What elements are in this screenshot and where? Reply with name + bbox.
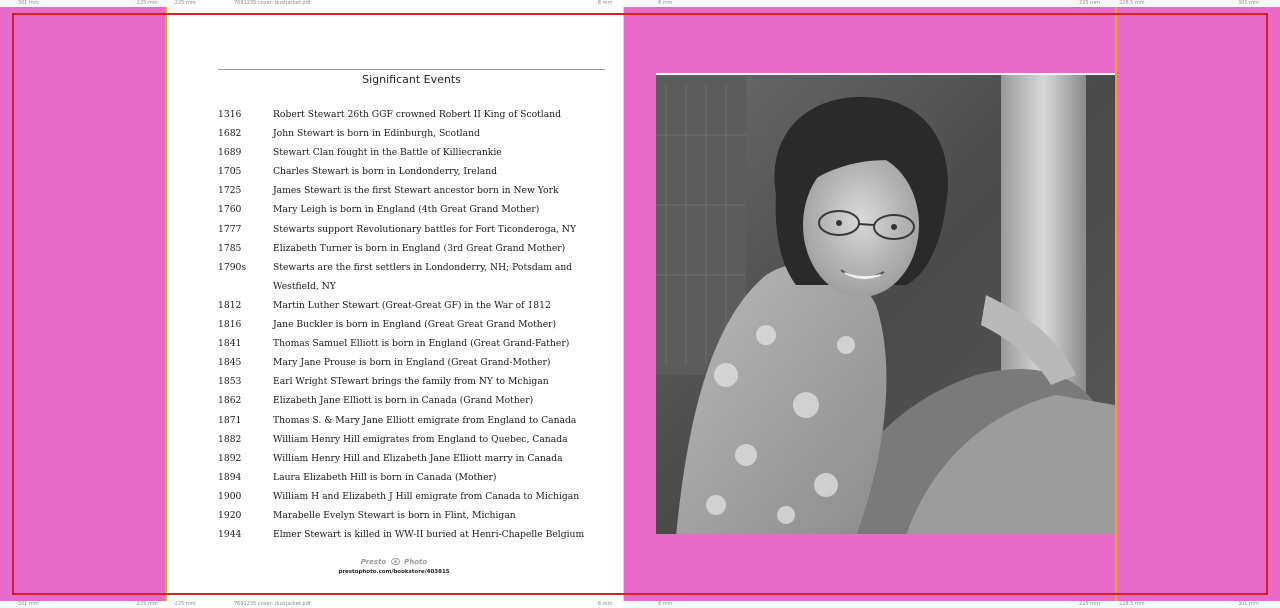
event-year: 1845 [218,357,242,369]
event-row [218,430,605,449]
brand-name-right: Photo [404,558,428,566]
event-row [218,277,605,296]
event-row [218,296,605,315]
event-year: 1882 [218,433,242,445]
event-row [218,334,605,353]
ruler-label: 225 mm [1079,601,1100,607]
bleed-right [1268,7,1280,601]
event-year: 1892 [218,452,242,464]
event-text: James Stewart is the first Stewart ancestor born in New York [273,185,559,197]
event-row [218,449,605,468]
event-text: Robert Stewart 26th GGF crowned Robert II King of Scotland [273,109,562,120]
event-row [218,258,605,277]
event-row [218,239,605,258]
ruler-label: 301 mm [1238,601,1259,607]
portrait-photo-icon [656,75,1115,534]
title-rule [218,69,605,70]
fold-line-right [1115,7,1117,601]
event-row [218,506,605,525]
brand-footer [165,558,623,575]
event-year: 1841 [218,338,242,350]
event-text: Martin Luther Stewart (Great-Great GF) in the War of 1812 [273,299,551,311]
event-year: 1900 [218,490,242,502]
event-year: 1682 [218,128,242,140]
event-year: 1862 [218,395,242,407]
event-row [218,315,605,334]
event-text: Stewarts are the first settlers in Londonderry, NH; Potsdam and [273,261,573,273]
event-year: 1725 [218,185,242,197]
event-row [218,372,605,391]
event-row [218,411,605,430]
dustjacket-sheet [0,7,1280,601]
event-year: 1816 [218,319,242,331]
event-text: Thomas S. & Mary Jane Elliott emigrate from England to Canada [273,414,577,426]
event-row [218,468,605,487]
event-row [218,487,605,506]
event-year: 1944 [218,529,242,541]
events-title: Significant Events [362,73,461,86]
left-flap [12,13,165,595]
ruler-label: -225 mm [173,0,196,6]
ruler-label: 228.5 mm [1119,601,1145,607]
event-year: 1894 [218,471,242,483]
event-text: William Henry Hill emigrates from England to Quebec, Canada [273,433,568,445]
event-text: Mary Leigh is born in England (4th Great Grand Mother) [273,204,540,216]
event-text: Thomas Samuel Elliott is born in England (Great Grand-Father) [273,338,570,350]
brand-url: prestophoto.com/bookstore/403815 [338,569,450,575]
event-row [218,220,605,239]
event-text: John Stewart is born in Edinburgh, Scotland [273,128,480,140]
event-text: Jane Buckler is born in England (Great Great Grand Mother) [273,319,557,331]
event-text: Earl Wright STewart brings the family from NY to Mchigan [273,376,549,388]
ruler-label: -225 mm [173,601,196,607]
fold-line-left [165,7,167,601]
event-text: Mary Jane Prouse is born in England (Great Grand-Mother) [273,357,551,369]
event-list [218,105,605,544]
event-year: 1785 [218,242,242,254]
bleed-left [0,7,12,601]
ruler-label: -301 mm [16,0,39,6]
event-row [218,124,605,143]
portrait-photo [656,73,1115,534]
ruler-label: -301 mm [16,601,39,607]
ruler-label: 228.5 mm [1119,0,1145,6]
event-text: Marabelle Evelyn Stewart is born in Flint, Michigan [273,509,516,521]
event-year: 1777 [218,223,242,235]
bottom-ruler [0,601,1280,608]
event-year: 1871 [218,414,242,426]
event-text: Stewarts support Revolutionary battles for Fort Ticonderoga, NY [273,223,577,235]
event-row [218,181,605,200]
event-year: 1812 [218,299,242,311]
event-text: William H and Elizabeth J Hill emigrate from Canada to Michigan [273,490,580,502]
event-text: William Henry Hill and Elizabeth Jane Elliott marry in Canada [273,452,563,464]
ruler-label: 301 mm [1238,0,1259,6]
presto-logo-icon [391,558,400,565]
event-row [218,105,605,124]
ruler-label: -225 mm [135,601,158,607]
brand-name-left: Presto [360,558,387,566]
ruler-filename: 7691235 cover: dustjacket.pdf [234,601,311,607]
event-year: 1316 [218,109,242,120]
significant-events [218,69,605,544]
event-text: Elizabeth Jane Elliott is born in Canada (Grand Mother) [273,395,534,407]
ruler-label: -8 mm [596,0,613,6]
ruler-filename: 7691235 cover: dustjacket.pdf [234,0,311,6]
event-year [218,277,273,296]
event-row [218,200,605,219]
event-row [218,391,605,410]
event-text: Stewart Clan fought in the Battle of Killiecrankie [273,147,502,159]
ruler-label: -8 mm [596,601,613,607]
ruler-label: 8 mm [658,0,673,6]
event-text: Elmer Stewart is killed in WW-II buried at Henri-Chapelle Belgium [273,529,585,541]
ruler-label: -225 mm [135,0,158,6]
event-year: 1853 [218,376,242,388]
event-year: 1689 [218,147,242,159]
event-text: Westfield, NY [273,280,336,292]
brand-name [165,558,623,566]
ruler-label: 225 mm [1079,0,1100,6]
spine-line [623,7,624,601]
event-year: 1760 [218,204,242,216]
event-row [218,162,605,181]
event-text: Elizabeth Turner is born in England (3rd Great Grand Mother) [273,242,566,254]
event-year: 1920 [218,509,242,521]
event-text: Charles Stewart is born in Londonderry, Ireland [273,166,498,178]
event-row [218,353,605,372]
event-row [218,143,605,162]
ruler-label: 8 mm [658,601,673,607]
event-text: Laura Elizabeth Hill is born in Canada (Mother) [273,471,497,483]
top-ruler [0,0,1280,7]
event-row [218,525,605,544]
event-year: 1790s [218,261,247,273]
event-year: 1705 [218,166,242,178]
